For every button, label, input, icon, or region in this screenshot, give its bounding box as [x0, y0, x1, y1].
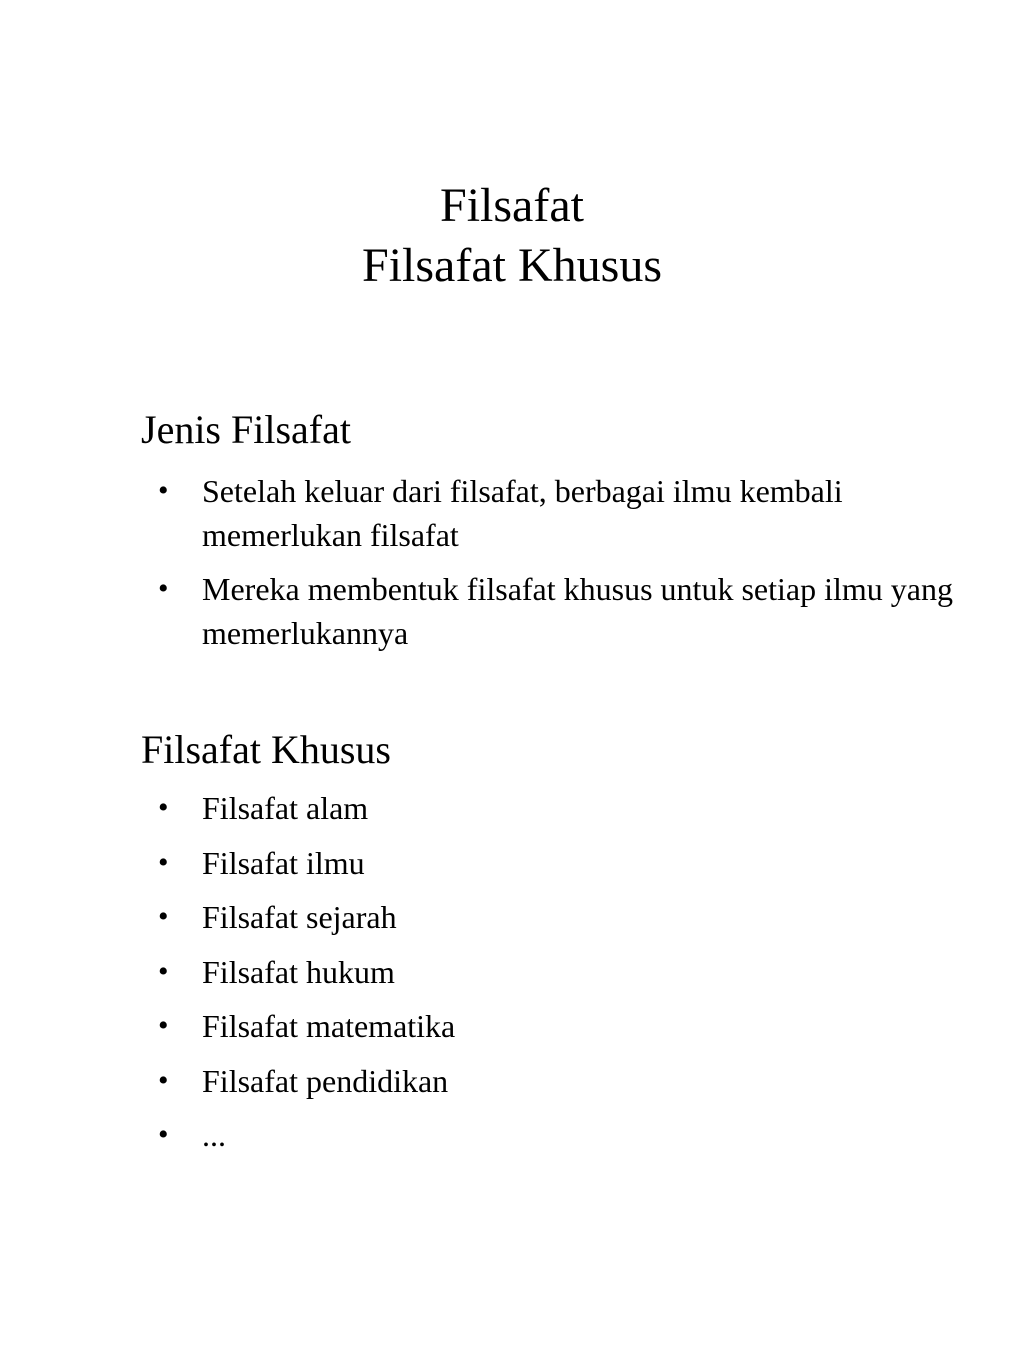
list-item	[141, 895, 1001, 939]
bullet-icon: •	[158, 1009, 169, 1042]
list-item-text: Filsafat sejarah	[202, 899, 397, 935]
slide-title	[0, 176, 1024, 296]
bullet-icon: •	[158, 900, 169, 933]
list-item	[141, 469, 1001, 557]
title-line-2: Filsafat Khusus	[362, 239, 662, 292]
list-item-text: Filsafat alam	[202, 790, 369, 826]
list-item-text: ...	[202, 1117, 226, 1153]
bullet-icon: •	[158, 474, 169, 507]
list-item	[141, 786, 1001, 830]
list-item-text: Setelah keluar dari filsafat, berbagai ilmu kembali memerlukan filsafat	[202, 473, 843, 553]
bullet-icon: •	[158, 1118, 169, 1151]
list-item-text: Filsafat matematika	[202, 1008, 456, 1044]
list-item	[141, 950, 1001, 994]
list-item	[141, 841, 1001, 885]
bullet-icon: •	[158, 954, 169, 988]
list-item	[141, 1004, 1001, 1048]
list-item-text: Filsafat hukum	[202, 953, 395, 990]
list-item	[141, 1059, 1001, 1103]
bullet-icon: •	[158, 1063, 169, 1097]
list-item-text: Filsafat ilmu	[202, 844, 365, 881]
bullet-icon: •	[158, 572, 169, 605]
list-item	[141, 1113, 1001, 1157]
filsafat-khusus-list	[141, 786, 1001, 1168]
jenis-filsafat-list	[141, 469, 1001, 665]
list-item-text: Filsafat pendidikan	[202, 1062, 449, 1099]
section-heading-jenis-filsafat: Jenis Filsafat	[141, 407, 351, 452]
section-heading-filsafat-khusus: Filsafat Khusus	[141, 727, 391, 772]
bullet-icon: •	[158, 791, 169, 824]
list-item	[141, 567, 1001, 655]
bullet-icon: •	[158, 845, 169, 879]
title-line-1: Filsafat	[440, 179, 584, 232]
list-item-text: Mereka membentuk filsafat khusus untuk setiap ilmu yang memerlukannya	[202, 571, 953, 651]
